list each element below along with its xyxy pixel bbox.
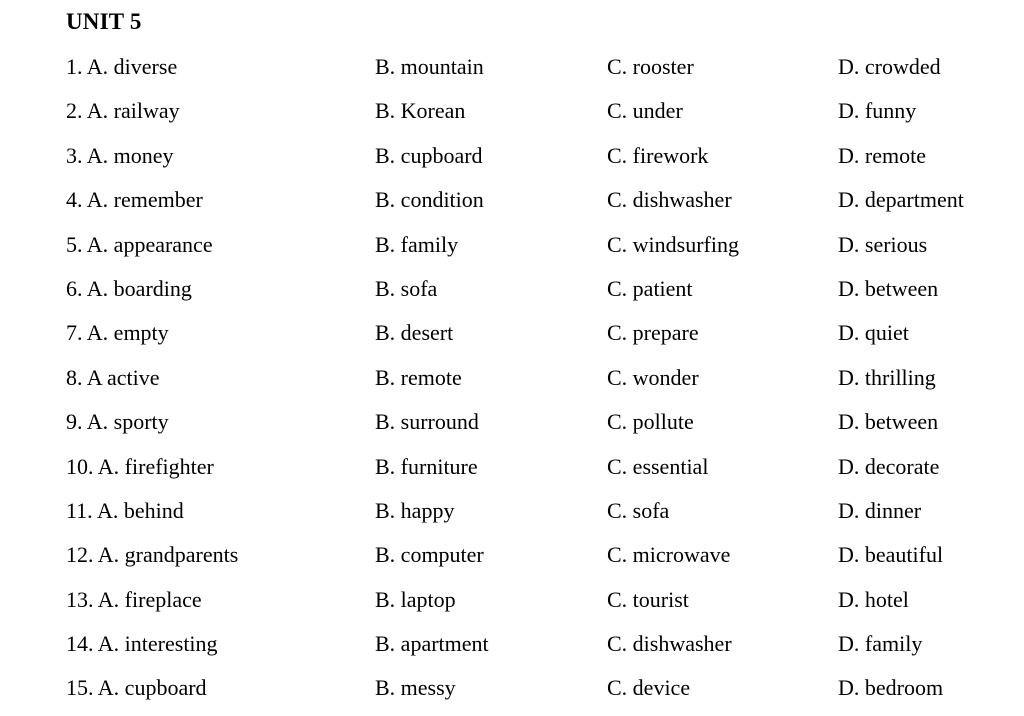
option-b: B. apartment	[375, 631, 489, 657]
option-a: 1. A. diverse	[66, 54, 178, 79]
question-row	[0, 538, 1024, 582]
option-d: D. crowded	[838, 54, 941, 79]
option-b: B. condition	[375, 187, 484, 213]
option-d: D. decorate	[838, 453, 940, 479]
option-d: D. quiet	[838, 320, 909, 346]
option-a: 13. A. fireplace	[66, 586, 202, 612]
option-a: 15. A. cupboard	[66, 675, 207, 701]
option-a: 12. A. grandparents	[66, 542, 239, 568]
question-row	[0, 405, 1024, 449]
option-c: C. pollute	[607, 409, 694, 435]
option-b: B. furniture	[375, 453, 478, 479]
option-c: C. windsurfing	[607, 231, 739, 257]
option-b: B. mountain	[375, 54, 484, 79]
option-c: C. microwave	[607, 542, 731, 568]
option-b: B. cupboard	[375, 142, 483, 168]
question-row	[0, 183, 1024, 227]
option-c: C. firework	[607, 142, 709, 168]
option-d: D. funny	[838, 98, 917, 124]
option-d: D. department	[838, 187, 964, 213]
option-b: B. desert	[375, 320, 454, 346]
question-row	[0, 139, 1024, 183]
option-b: B. surround	[375, 409, 479, 435]
question-row	[0, 94, 1024, 138]
option-a: 3. A. money	[66, 142, 174, 168]
option-a: 6. A. boarding	[66, 275, 192, 301]
option-c: C. sofa	[607, 497, 670, 523]
option-a: 5. A. appearance	[66, 231, 213, 257]
option-a: 4. A. remember	[66, 187, 203, 213]
option-d: D. beautiful	[838, 542, 944, 568]
option-c: C. essential	[607, 453, 709, 479]
option-d: D. family	[838, 631, 923, 657]
option-b: B. Korean	[375, 98, 466, 124]
option-b: B. remote	[375, 364, 462, 390]
option-c: C. patient	[607, 275, 693, 301]
option-c: C. dishwasher	[607, 631, 732, 657]
option-a: 8. A active	[66, 364, 160, 390]
question-row	[0, 272, 1024, 316]
question-row	[0, 450, 1024, 494]
option-b: B. messy	[375, 675, 456, 701]
option-d: D. between	[838, 409, 939, 435]
question-row	[0, 671, 1024, 715]
option-c: C. under	[607, 98, 683, 124]
option-d: D. serious	[838, 231, 928, 257]
option-a: 10. A. firefighter	[66, 453, 214, 479]
question-list	[0, 50, 1024, 716]
option-c: C. wonder	[607, 364, 699, 390]
question-row	[0, 494, 1024, 538]
option-d: D. hotel	[838, 586, 909, 612]
option-c: C. tourist	[607, 586, 689, 612]
option-a: 7. A. empty	[66, 320, 169, 346]
option-b: B. happy	[375, 497, 455, 523]
option-b: B. family	[375, 231, 459, 257]
option-d: D. remote	[838, 142, 926, 168]
option-a: 2. A. railway	[66, 98, 180, 124]
question-row	[0, 627, 1024, 671]
question-row	[0, 583, 1024, 627]
question-row	[0, 316, 1024, 360]
option-d: D. bedroom	[838, 675, 944, 701]
option-a: 14. A. interesting	[66, 631, 218, 657]
option-d: D. thrilling	[838, 364, 936, 390]
option-c: C. dishwasher	[607, 187, 732, 213]
option-a: 11. A. behind	[66, 497, 184, 523]
option-d: D. dinner	[838, 497, 922, 523]
option-a: 9. A. sporty	[66, 409, 169, 435]
page-title: UNIT 5	[66, 9, 142, 34]
option-c: C. prepare	[607, 320, 699, 346]
option-d: D. between	[838, 275, 939, 301]
option-c: C. device	[607, 675, 691, 701]
question-row	[0, 50, 1024, 94]
option-b: B. sofa	[375, 275, 438, 301]
question-row	[0, 361, 1024, 405]
option-c: C. rooster	[607, 54, 694, 79]
option-b: B. computer	[375, 542, 484, 568]
question-row	[0, 228, 1024, 272]
option-b: B. laptop	[375, 586, 456, 612]
